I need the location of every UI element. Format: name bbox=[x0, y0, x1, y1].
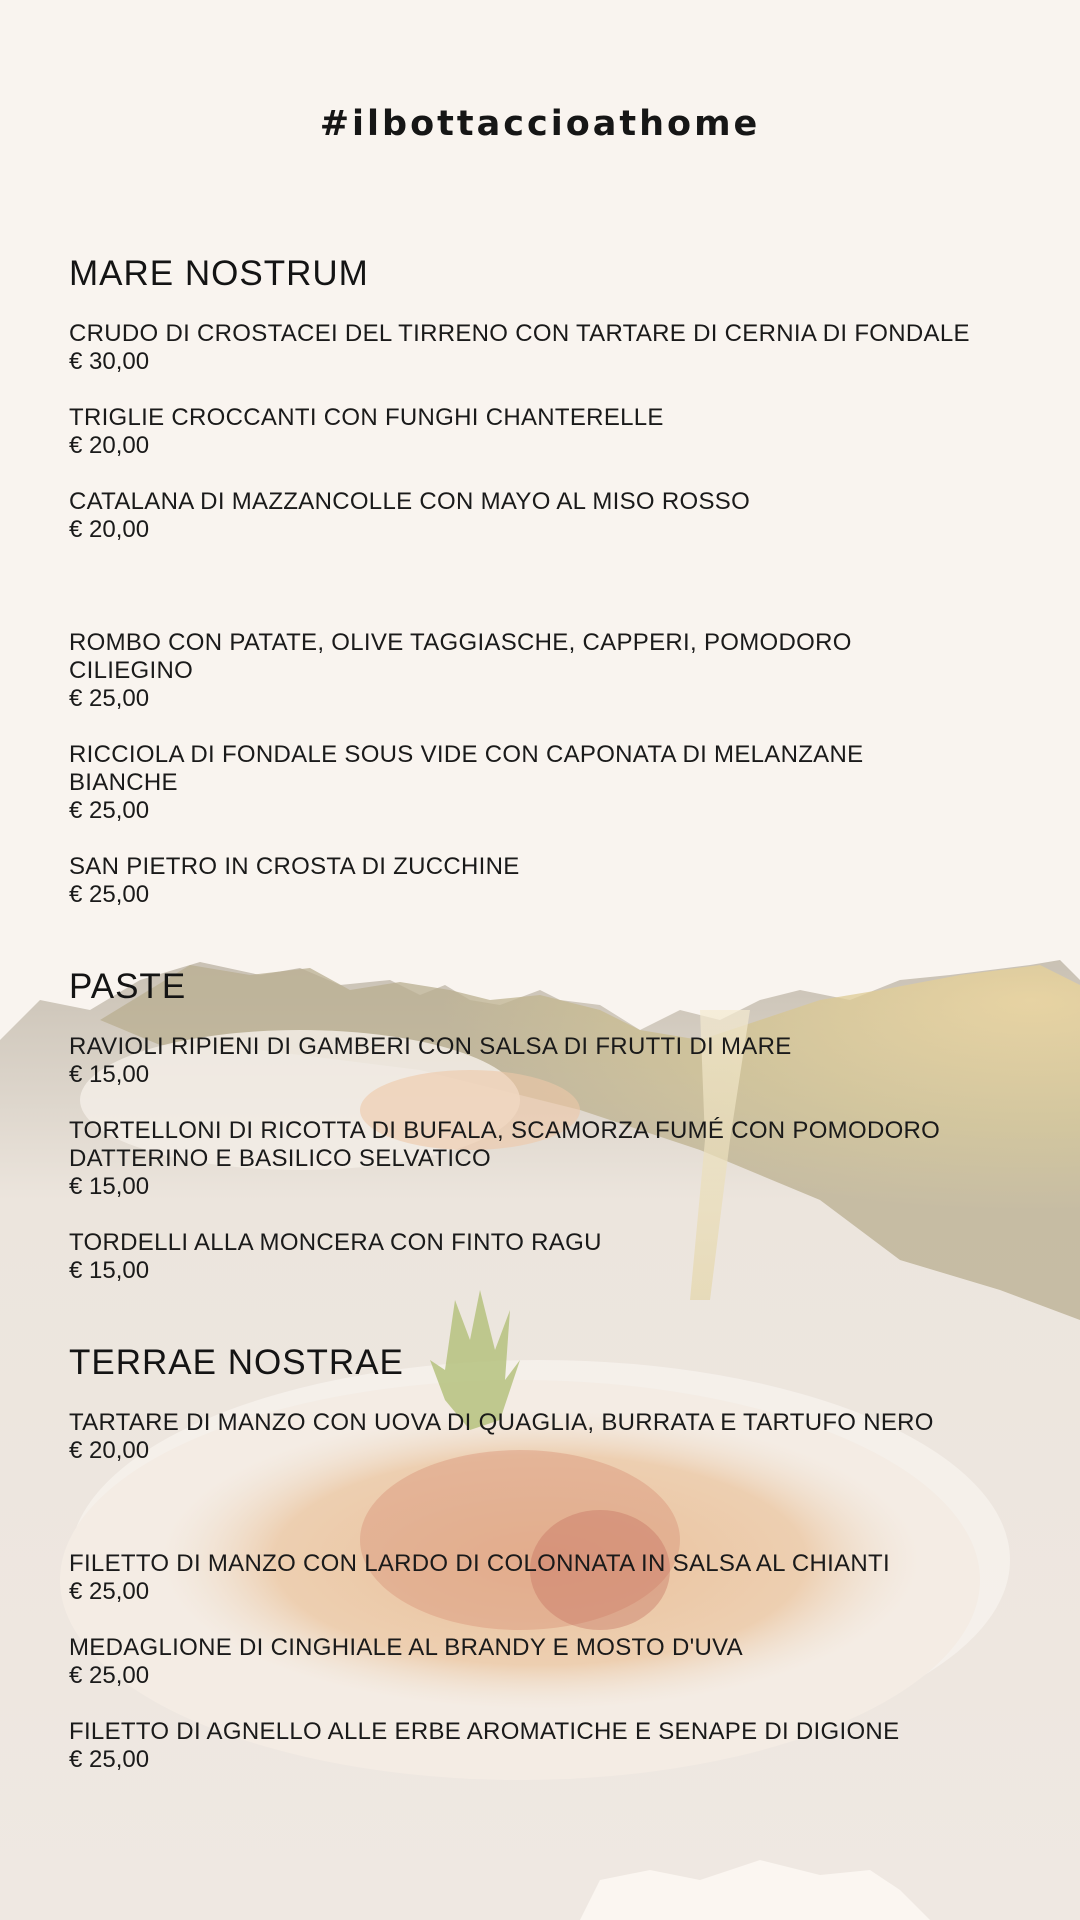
section-terrae-nostrae bbox=[69, 1343, 1029, 1774]
item-price: € 25,00 bbox=[69, 685, 150, 712]
menu-item bbox=[69, 629, 929, 713]
menu-item bbox=[69, 488, 1029, 544]
menu-item bbox=[69, 1117, 1014, 1201]
menu-item bbox=[69, 404, 1029, 460]
item-name: TARTARE DI MANZO CON UOVA DI QUAGLIA, BURRATA E TARTUFO NERO bbox=[69, 1409, 934, 1436]
section-paste bbox=[69, 967, 1029, 1285]
item-name: TORDELLI ALLA MONCERA CON FINTO RAGU bbox=[69, 1229, 602, 1256]
menu-item bbox=[69, 741, 929, 825]
item-price: € 25,00 bbox=[69, 1662, 150, 1689]
section-title: TERRAE NOSTRAE bbox=[69, 1343, 404, 1382]
item-name: ROMBO CON PATATE, OLIVE TAGGIASCHE, CAPPERI, POMODORO CILIEGINO bbox=[69, 629, 852, 684]
item-price: € 20,00 bbox=[69, 516, 150, 543]
item-price: € 25,00 bbox=[69, 797, 150, 824]
item-price: € 15,00 bbox=[69, 1173, 150, 1200]
menu-item bbox=[69, 1033, 1029, 1089]
item-name: TORTELLONI DI RICOTTA DI BUFALA, SCAMORZA FUMÉ CON POMODORO DATTERINO E BASILICO SELVATICO bbox=[69, 1117, 941, 1172]
item-price: € 25,00 bbox=[69, 881, 150, 908]
item-price: € 25,00 bbox=[69, 1746, 150, 1773]
menu-item bbox=[69, 1550, 1029, 1606]
item-name: MEDAGLIONE DI CINGHIALE AL BRANDY E MOSTO D'UVA bbox=[69, 1634, 743, 1661]
item-name: TRIGLIE CROCCANTI CON FUNGHI CHANTERELLE bbox=[69, 404, 664, 431]
item-price: € 25,00 bbox=[69, 1578, 150, 1605]
menu-item bbox=[69, 1229, 1029, 1285]
item-price: € 15,00 bbox=[69, 1061, 150, 1088]
item-name: RAVIOLI RIPIENI DI GAMBERI CON SALSA DI FRUTTI DI MARE bbox=[69, 1033, 792, 1060]
section-title: MARE NOSTRUM bbox=[69, 254, 369, 293]
item-name: CRUDO DI CROSTACEI DEL TIRRENO CON TARTARE DI CERNIA DI FONDALE bbox=[69, 320, 970, 347]
item-name: SAN PIETRO IN CROSTA DI ZUCCHINE bbox=[69, 853, 520, 880]
menu-item bbox=[69, 1634, 1029, 1690]
menu-item bbox=[69, 1409, 1029, 1465]
page-title-hashtag: #ilbottaccioathome bbox=[319, 104, 761, 144]
menu-item bbox=[69, 320, 1029, 376]
menu-item bbox=[69, 853, 1029, 909]
menu-item bbox=[69, 1718, 1029, 1774]
item-name: CATALANA DI MAZZANCOLLE CON MAYO AL MISO ROSSO bbox=[69, 488, 751, 515]
section-title: PASTE bbox=[69, 967, 187, 1006]
item-name: FILETTO DI MANZO CON LARDO DI COLONNATA IN SALSA AL CHIANTI bbox=[69, 1550, 890, 1577]
item-name: RICCIOLA DI FONDALE SOUS VIDE CON CAPONATA DI MELANZANE BIANCHE bbox=[69, 741, 864, 796]
item-name: FILETTO DI AGNELLO ALLE ERBE AROMATICHE E SENAPE DI DIGIONE bbox=[69, 1718, 900, 1745]
item-price: € 20,00 bbox=[69, 432, 150, 459]
item-price: € 20,00 bbox=[69, 1437, 150, 1464]
section-mare-nostrum bbox=[69, 254, 1029, 909]
item-price: € 30,00 bbox=[69, 348, 150, 375]
item-price: € 15,00 bbox=[69, 1257, 150, 1284]
